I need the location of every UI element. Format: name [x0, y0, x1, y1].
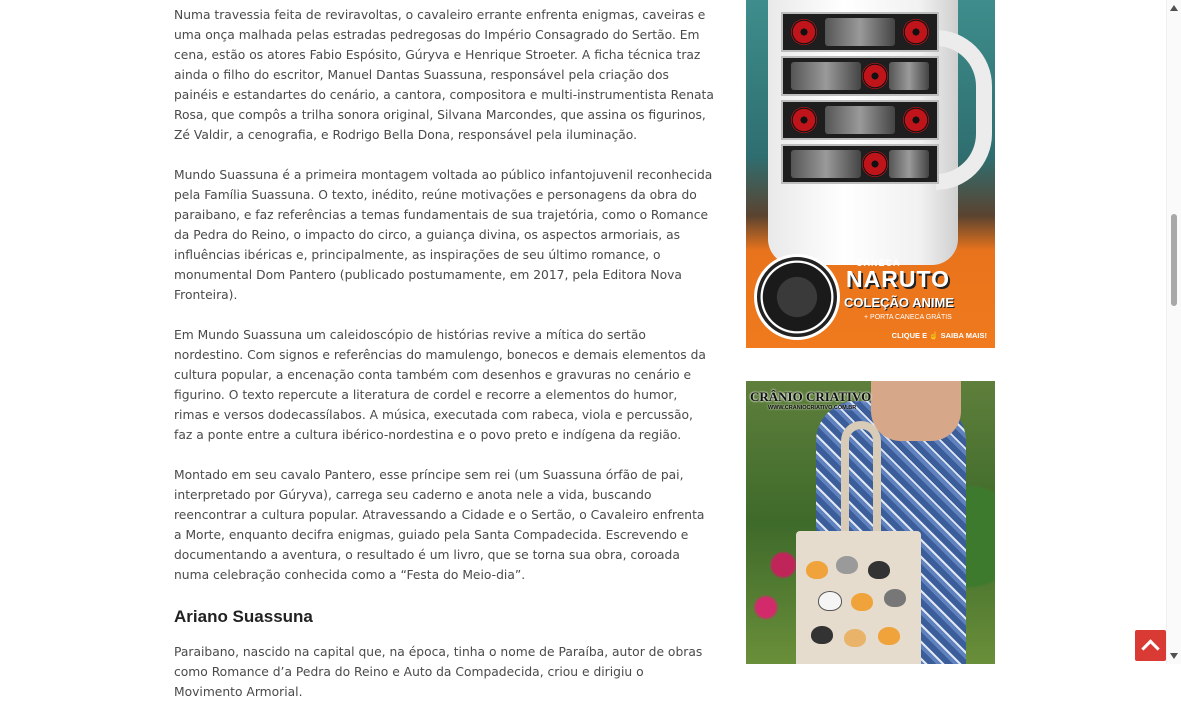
- article-paragraph: Paraibano, nascido na capital que, na época, tinha o nome de Paraíba, autor de obras como Romance d’a Pedra do Reino e Auto da Compadecida, criou e dirigiu o Movimento Armorial.: [174, 645, 703, 699]
- sharingan-icon: [862, 151, 888, 177]
- tote-bag-ad[interactable]: [746, 381, 995, 664]
- cat-icon: [844, 629, 866, 647]
- brand-url: WWW.CRANIOCRIATIVO.COM.BR: [768, 405, 857, 411]
- anime-badge-icon: [754, 254, 840, 340]
- cat-icon: [836, 556, 858, 574]
- cat-icon: [884, 589, 906, 607]
- sharingan-icon: [791, 107, 817, 133]
- scroll-down-icon[interactable]: [1170, 653, 1178, 659]
- sharingan-icon: [903, 107, 929, 133]
- back-to-top-button[interactable]: [1135, 630, 1166, 661]
- scroll-up-icon[interactable]: [1170, 5, 1178, 11]
- ad-subtitle-2: + PORTA CANECA GRÁTIS: [864, 314, 952, 321]
- sharingan-icon: [903, 19, 929, 45]
- article-paragraph: Numa travessia feita de reviravoltas, o cavaleiro errante enfrenta enigmas, caveiras e uma onça malhada pelas estradas pedregosas do Império Consagrado do Sertão. Em cena, estão os atores Fabio Espósito, Gúryva e Henrique Stroeter. A ficha técnica traz ainda o filho do escritor, Manuel Dantas Suassuna, responsável pela criação dos painéis e estandartes do cenário, a cantora, compositora e multi-instrumentista Renata Rosa, que compôs a trilha sonora original, Silvana Marcondes, que assina os figurinos, Zé Valdir, a cenografia, e Rodrigo Bella Dona, responsável pela iluminação.: [174, 8, 714, 142]
- cat-icon: [806, 561, 828, 579]
- cat-icon: [878, 627, 900, 645]
- mug-print-row: [781, 12, 939, 52]
- arm-image: [871, 381, 961, 441]
- anime-face: [825, 18, 895, 46]
- anime-face: [825, 106, 895, 134]
- ad-cta[interactable]: CLIQUE E ☝ SAIBA MAIS!: [891, 331, 987, 340]
- sharingan-icon: [791, 19, 817, 45]
- cat-icon: [851, 593, 873, 611]
- article-paragraph: Montado em seu cavalo Pantero, esse príncipe sem rei (um Suassuna órfão de pai, interpretado por Gúryva), carrega seu caderno e anota nele a vida, buscando reencontrar a cultura popular. Atravessando a Cidade e o Sertão, o Cavaleiro enfrenta a Morte, enquanto decifra enigmas, guiado pela Santa Compadecida. Escrevendo e documentando a aventura, o resultado é um livro, que se torna sua obra, coroada numa celebração conhecida como a “Festa do Meio-dia”.: [174, 468, 705, 582]
- anime-face: [889, 62, 929, 90]
- mug-print-row: [781, 56, 939, 96]
- tote-bag-image: [796, 531, 921, 664]
- ad-banner: [746, 248, 995, 348]
- scrollbar-thumb[interactable]: [1171, 214, 1177, 306]
- article-paragraph: Mundo Suassuna é a primeira montagem voltada ao público infantojuvenil reconhecida pela Família Suassuna. O texto, inédito, reúne motivações e personagens da obra do paraibano, e faz referências a temas fundamentais de sua trajetória, como o Romance da Pedra do Reino, o impacto do circo, a guiança divina, os aspectos armoriais, as influências ibéricas e, principalmente, as inspirações de seu último romance, o monumental Dom Pantero (publicado postumamente, em 2017, pela Editora Nova Fronteira).: [174, 168, 713, 302]
- ad-small-label: CANECA: [856, 258, 901, 268]
- bag-strap: [841, 421, 881, 541]
- anime-face: [889, 150, 929, 178]
- sharingan-icon: [862, 63, 888, 89]
- ad-subtitle: COLEÇÃO ANIME: [844, 295, 955, 310]
- anime-face: [791, 62, 861, 90]
- vertical-scrollbar[interactable]: [1166, 0, 1181, 664]
- cat-icon: [818, 591, 842, 611]
- article-paragraph: Em Mundo Suassuna um caleidoscópio de histórias revive a mítica do sertão nordestino. Com signos e referências do mamulengo, bonecos e demais elementos da cultura popular, a encenação conta também com desenhos e gravuras no cenário e figurino. O texto repercute a literatura de cordel e recorre a elementos do humor, rimas e versos dodecassílabos. A música, executada com rabeca, viola e percussão, faz a ponte entre a cultura ibérico-nordestina e o povo preto e indígena da região.: [174, 328, 706, 442]
- naruto-mug-ad[interactable]: [746, 0, 995, 348]
- mug-print-row: [781, 100, 939, 140]
- mug-print-row: [781, 144, 939, 184]
- article-body: [174, 5, 714, 722]
- cat-icon: [811, 626, 833, 644]
- brand-logo-text: CRÂNIO CRIATIVO: [750, 389, 872, 404]
- cat-icon: [868, 561, 890, 579]
- anime-face: [791, 150, 861, 178]
- ad-title: NARUTO: [846, 266, 950, 292]
- brand-logo: [750, 389, 871, 405]
- mug-handle: [936, 30, 992, 190]
- section-heading: Ariano Suassuna: [174, 607, 313, 626]
- chevron-up-icon: [1141, 639, 1159, 657]
